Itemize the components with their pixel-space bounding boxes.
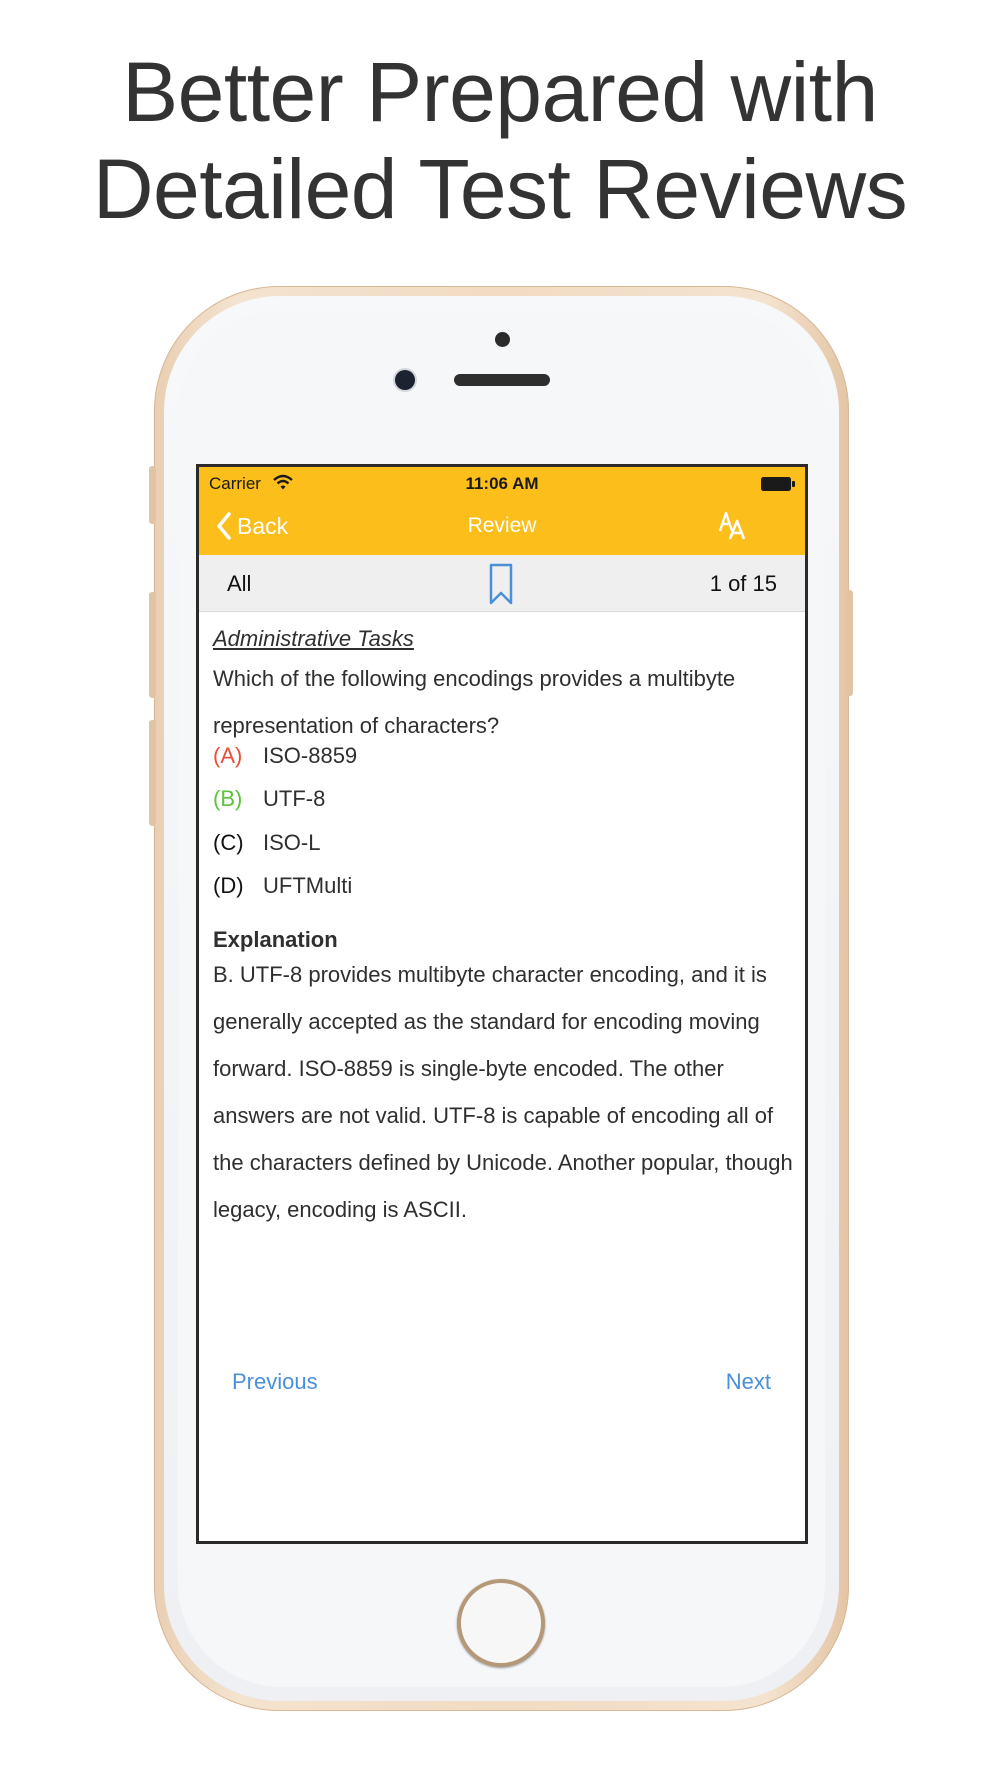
option-letter: (D) <box>213 873 244 898</box>
app-screen <box>196 464 808 1544</box>
earpiece-speaker <box>454 374 550 386</box>
proximity-sensor <box>495 332 510 347</box>
status-bar <box>199 467 805 499</box>
back-label: Back <box>237 512 289 539</box>
option-text: ISO-8859 <box>263 743 358 768</box>
headline-line-2: Detailed Test Reviews <box>92 142 908 236</box>
answer-option-b[interactable] <box>213 786 325 812</box>
question-counter: 1 of 15 <box>709 571 777 596</box>
explanation-text: B. UTF-8 provides multibyte character encoding, and it is generally accepted as the standard for encoding moving forward. ISO-8859 is single-byte encoded. The other answers are not valid. UTF-8 is capable of encoding all of the characters defined by Unicode. Another popular, though legacy, encoding is ASCII. <box>213 962 793 1222</box>
front-camera <box>395 370 415 390</box>
volume-up-button <box>149 592 156 698</box>
previous-button[interactable]: Previous <box>232 1369 318 1394</box>
mute-switch <box>149 466 156 524</box>
carrier-label: Carrier <box>209 474 261 493</box>
headline-line-1: Better Prepared with <box>122 45 878 139</box>
battery-icon <box>761 477 795 491</box>
answer-option-c[interactable] <box>213 830 320 856</box>
filter-all-button[interactable]: All <box>227 571 252 596</box>
page-title: Review <box>467 514 537 537</box>
answer-option-a[interactable] <box>213 743 357 769</box>
bookmark-icon[interactable] <box>488 563 514 605</box>
power-button <box>846 590 853 696</box>
question-text: Which of the following encodings provides a multibyte representation of characters? <box>213 666 736 738</box>
review-toolbar <box>199 555 805 612</box>
answer-option-d[interactable] <box>213 873 352 899</box>
option-letter: (A) <box>213 743 243 768</box>
navigation-bar <box>199 499 805 555</box>
explanation-heading: Explanation <box>213 927 338 952</box>
font-size-icon[interactable] <box>717 509 751 543</box>
option-text: UTF-8 <box>263 786 326 811</box>
status-time: 11:06 AM <box>465 474 539 493</box>
headline <box>0 44 1000 238</box>
option-text: UFTMulti <box>263 873 353 898</box>
question-category: Administrative Tasks <box>213 626 414 651</box>
next-button[interactable]: Next <box>725 1369 771 1394</box>
option-text: ISO-L <box>263 830 321 855</box>
volume-down-button <box>149 720 156 826</box>
option-letter: (C) <box>213 830 244 855</box>
option-letter: (B) <box>213 786 243 811</box>
home-button[interactable] <box>457 1579 545 1667</box>
